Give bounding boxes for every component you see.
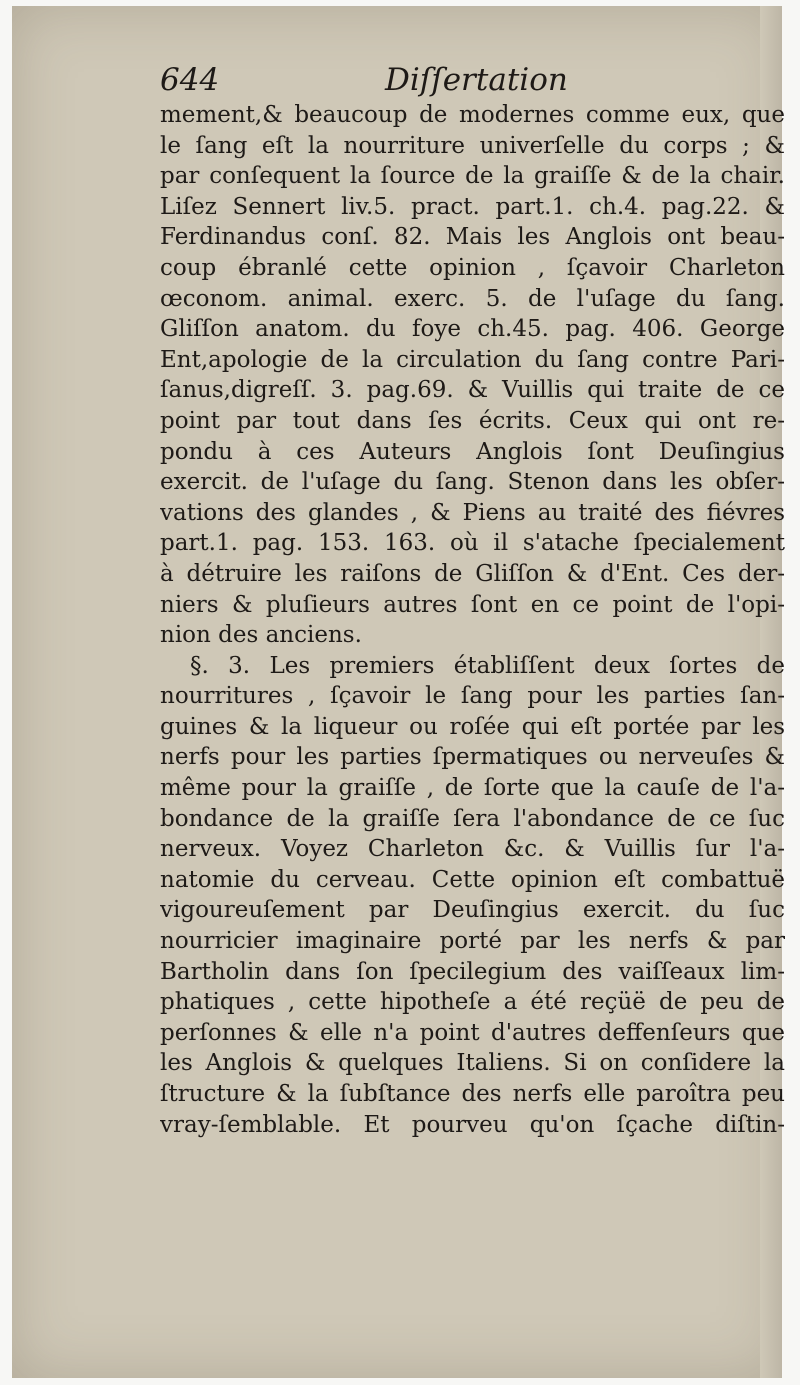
text-line: guines & la liqueur ou roſée qui eſt portée par les <box>160 713 785 740</box>
page-number: 644 <box>160 62 220 98</box>
text-line: vigoureuſement par Deuſingius exercit. du ſuc <box>160 897 785 924</box>
text-line: nerfs pour les parties ſpermatiques ou nerveuſes & <box>160 744 785 771</box>
text-line: part.1. pag. 153. 163. où il s'atache ſpecialement <box>160 530 785 557</box>
text-line: œconom. animal. exerc. 5. de l'uſage du ſang. <box>160 285 785 312</box>
text-line: bondance de la graiſſe ſera l'abondance de ce ſuc <box>160 805 785 832</box>
text-line: Ent,apologie de la circulation du ſang contre Pari- <box>160 346 785 373</box>
text-line: ſtructure & la ſubſtance des nerfs elle paroîtra peu <box>160 1081 785 1107</box>
text-line: pondu à ces Auteurs Anglois ſont Deuſingius <box>160 438 785 465</box>
text-line: Gliſſon anatom. du foye ch.45. pag. 406. George <box>160 316 785 343</box>
text-line: nourritures , ſçavoir le ſang pour les parties ſan- <box>160 683 785 710</box>
text-line: phatiques , cette hipotheſe a été reçüë de peu de <box>160 989 785 1016</box>
text-line: Liſez Sennert liv.5. pract. part.1. ch.4. pag.22. & <box>160 193 785 220</box>
text-line: même pour la graiſſe , de ſorte que la cauſe de l'a- <box>160 775 785 802</box>
page-header <box>160 56 785 100</box>
text-line: Bartholin dans ſon ſpecilegium des vaiſſeaux lim- <box>160 958 785 985</box>
text-line: exercit. de l'uſage du ſang. Stenon dans les obſer- <box>160 469 785 496</box>
text-line: nerveux. Voyez Charleton &c. & Vuillis ſur l'a- <box>160 836 785 863</box>
text-line: à détruire les raiſons de Gliſſon & d'Ent. Ces der- <box>160 560 785 587</box>
text-line: coup ébranlé cette opinion , ſçavoir Charleton <box>160 254 785 281</box>
text-line: nourricier imaginaire porté par les nerfs & par <box>160 928 785 955</box>
book-page <box>12 6 785 1378</box>
text-line: par conſequent la ſource de la graiſſe & de la chair. <box>160 163 785 190</box>
text-line: les Anglois & quelques Italiens. Si on conſidere la <box>160 1050 785 1077</box>
section-start-line: §. 3. Les premiers établiſſent deux ſortes de <box>190 652 785 679</box>
page-text <box>160 56 785 1140</box>
text-line: point par tout dans ſes écrits. Ceux qui ont re- <box>160 407 785 434</box>
text-line: ſanus,digreſſ. 3. pag.69. & Vuillis qui traite de ce <box>160 377 785 404</box>
text-line: niers & pluſieurs autres ſont en ce point de l'opi- <box>160 591 785 618</box>
text-line: perſonnes & elle n'a point d'autres deffenſeurs que <box>160 1019 785 1046</box>
text-line: le ſang eſt la nourriture univerſelle du corps ; & <box>160 132 785 159</box>
running-head: Diſſertation <box>385 62 568 98</box>
text-line: vray-ſemblable. Et pourveu qu'on ſçache diſtin- <box>160 1111 785 1138</box>
text-line: nion des anciens. <box>160 622 362 649</box>
text-line: Ferdinandus conſ. 82. Mais les Anglois ont beau- <box>160 224 785 251</box>
text-line: mement,& beaucoup de modernes comme eux, que <box>160 102 785 128</box>
text-line: vations des glandes , & Piens au traité des fiévres <box>160 499 785 526</box>
text-line: natomie du cerveau. Cette opinion eſt combattuë <box>160 866 785 893</box>
